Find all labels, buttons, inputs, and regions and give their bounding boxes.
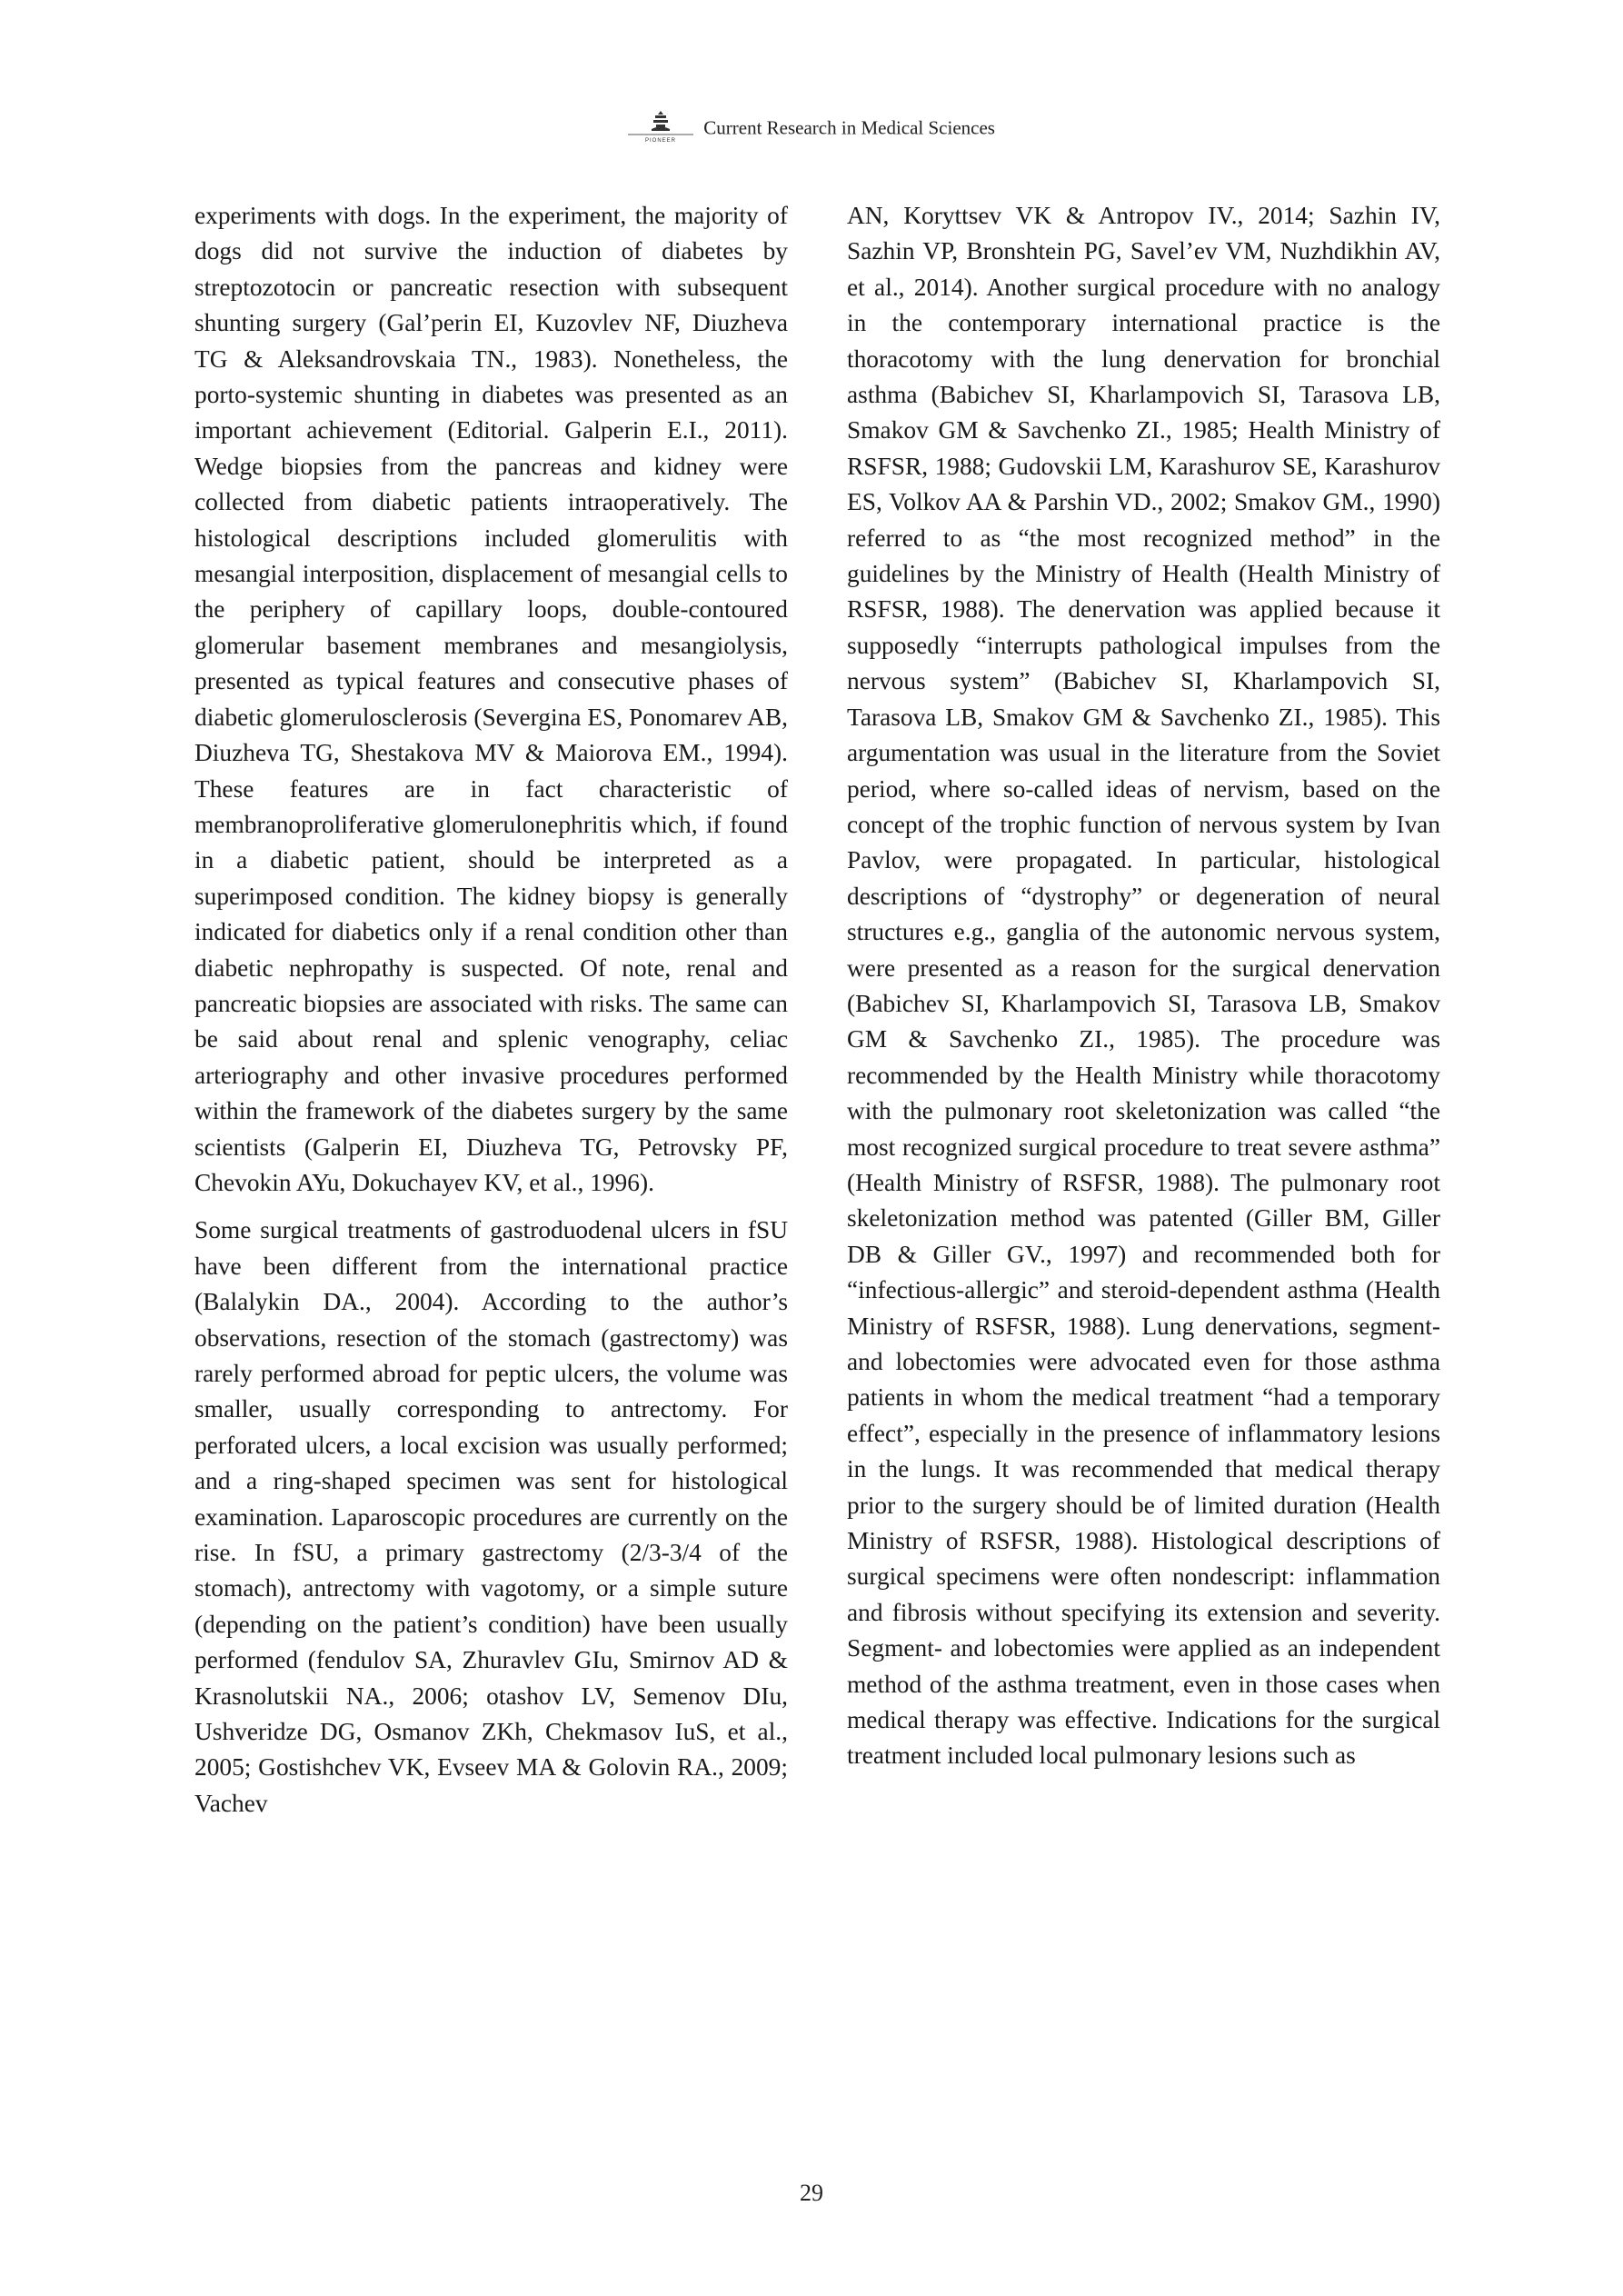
right-column [847, 198, 1440, 1786]
body-paragraph: Some surgical treatments of gastroduodenal ulcers in fSU have been different from the international practice (Balalykin DA., 2004). According to the author’s observations, resection of the stomach (gastrectomy) was rarely performed abroad for peptic ulcers, the volume was smaller, usually corresponding to antrectomy. For perforated ulcers, a local excision was usually performed; and a ring-shaped specimen was sent for histological examination. Laparoscopic procedures are currently on the rise. In fSU, a primary gastrectomy (2/3-3/4 of the stomach), antrectomy with vagotomy, or a simple suture (depending on the patient’s condition) have been usually performed (fendulov SA, Zhuravlev GIu, Smirnov AD & Krasnolutskii NA., 2006; otashov LV, Semenov DIu, Ushveridze DG, Osmanov ZKh, Chekmasov IuS, et al., 2005; Gostishchev VK, Evseev MA & Golovin RA., 2009; Vachev [194, 1216, 788, 1817]
running-header [0, 107, 1623, 153]
body-paragraph: experiments with dogs. In the experiment, the majority of dogs did not survive the induction of diabetes by streptozotocin or pancreatic resection with subsequent shunting surgery (Gal’perin EI, Kuzovlev NF, Diuzheva TG & Aleksandrovskaia TN., 1983). Nonetheless, the porto-systemic shunting in diabetes was presented as an important achievement (Editorial. Galperin E.I., 2011). Wedge biopsies from the pancreas and kidney were collected from diabetic patients intraoperatively. The histological descriptions included glomerulitis with mesangial interposition, displacement of mesangial cells to the periphery of capillary loops, double-contoured glomerular basement membranes and mesangiolysis, presented as typical features and consecutive phases of diabetic glomerulosclerosis (Severgina ES, Ponomarev AB, Diuzheva TG, Shestakova MV & Maiorova EM., 1994). These features are in fact characteristic of membranoproliferative glomerulonephritis which, if found in a diabetic patient, should be interpreted as a superimposed condition. The kidney biopsy is generally indicated for diabetics only if a renal condition other than diabetic nephropathy is suspected. Of note, renal and pancreatic biopsies are associated with risks. The same can be said about renal and splenic venography, celiac arteriography and other invasive procedures performed within the framework of the diabetes surgery by the same scientists (Galperin EI, Diuzheva TG, Petrovsky PF, Chevokin AYu, Dokuchayev KV, et al., 1996). [194, 202, 788, 1196]
body-paragraph: AN, Koryttsev VK & Antropov IV., 2014; Sazhin IV, Sazhin VP, Bronshtein PG, Savel’ev VM, Nuzhdikhin AV, et al., 2014). Another surgical procedure with no analogy in the contemporary international practice is the thoracotomy with the lung denervation for bronchial asthma (Babichev SI, Kharlampovich SI, Tarasova LB, Smakov GM & Savchenko ZI., 1985; Health Ministry of RSFSR, 1988; Gudovskii LM, Karashurov SE, Karashurov ES, Volkov AA & Parshin VD., 2002; Smakov GM., 1990) referred to as “the most recognized method” in the guidelines by the Ministry of Health (Health Ministry of RSFSR, 1988). The denervation was applied because it supposedly “interrupts pathological impulses from the nervous system” (Babichev SI, Kharlampovich SI, Tarasova LB, Smakov GM & Savchenko ZI., 1985). This argumentation was usual in the literature from the Soviet period, where so-called ideas of nervism, based on the concept of the trophic function of nervous system by Ivan Pavlov, were propagated. In particular, histological descriptions of “dystrophy” or degeneration of neural structures e.g., ganglia of the autonomic nervous system, were presented as a reason for the surgical denervation (Babichev SI, Kharlampovich SI, Tarasova LB, Smakov GM & Savchenko ZI., 1985). The procedure was recommended by the Health Ministry while thoracotomy with the pulmonary root skeletonization was called “the most recognized surgical procedure to treat severe asthma” (Health Ministry of RSFSR, 1988). The pulmonary root skeletonization method was patented (Giller BM, Giller DB & Giller GV., 1997) and recommended both for “infectious-allergic” and steroid-dependent asthma (Health Ministry of RSFSR, 1988). Lung denervations, segment- and lobectomies were advocated even for those asthma patients in whom the medical treatment “had a temporary effect”, especially in the presence of inflammatory lesions in the lungs. It was recommended that medical therapy prior to the surgery should be of limited duration (Health Ministry of RSFSR, 1988). Histological descriptions of surgical specimens were often nondescript: inflammation and fibrosis without specifying its extension and severity. Segment- and lobectomies were applied as an independent method of the asthma treatment, even in those cases when medical therapy was effective. Indications for the surgical treatment included local pulmonary lesions such as [847, 202, 1440, 1770]
left-column [194, 198, 788, 1833]
pioneer-logo-icon [628, 107, 693, 149]
logo-text: PIONEER [645, 138, 677, 144]
journal-title: Current Research in Medical Sciences [703, 116, 995, 139]
page-number: 29 [800, 2180, 823, 2206]
